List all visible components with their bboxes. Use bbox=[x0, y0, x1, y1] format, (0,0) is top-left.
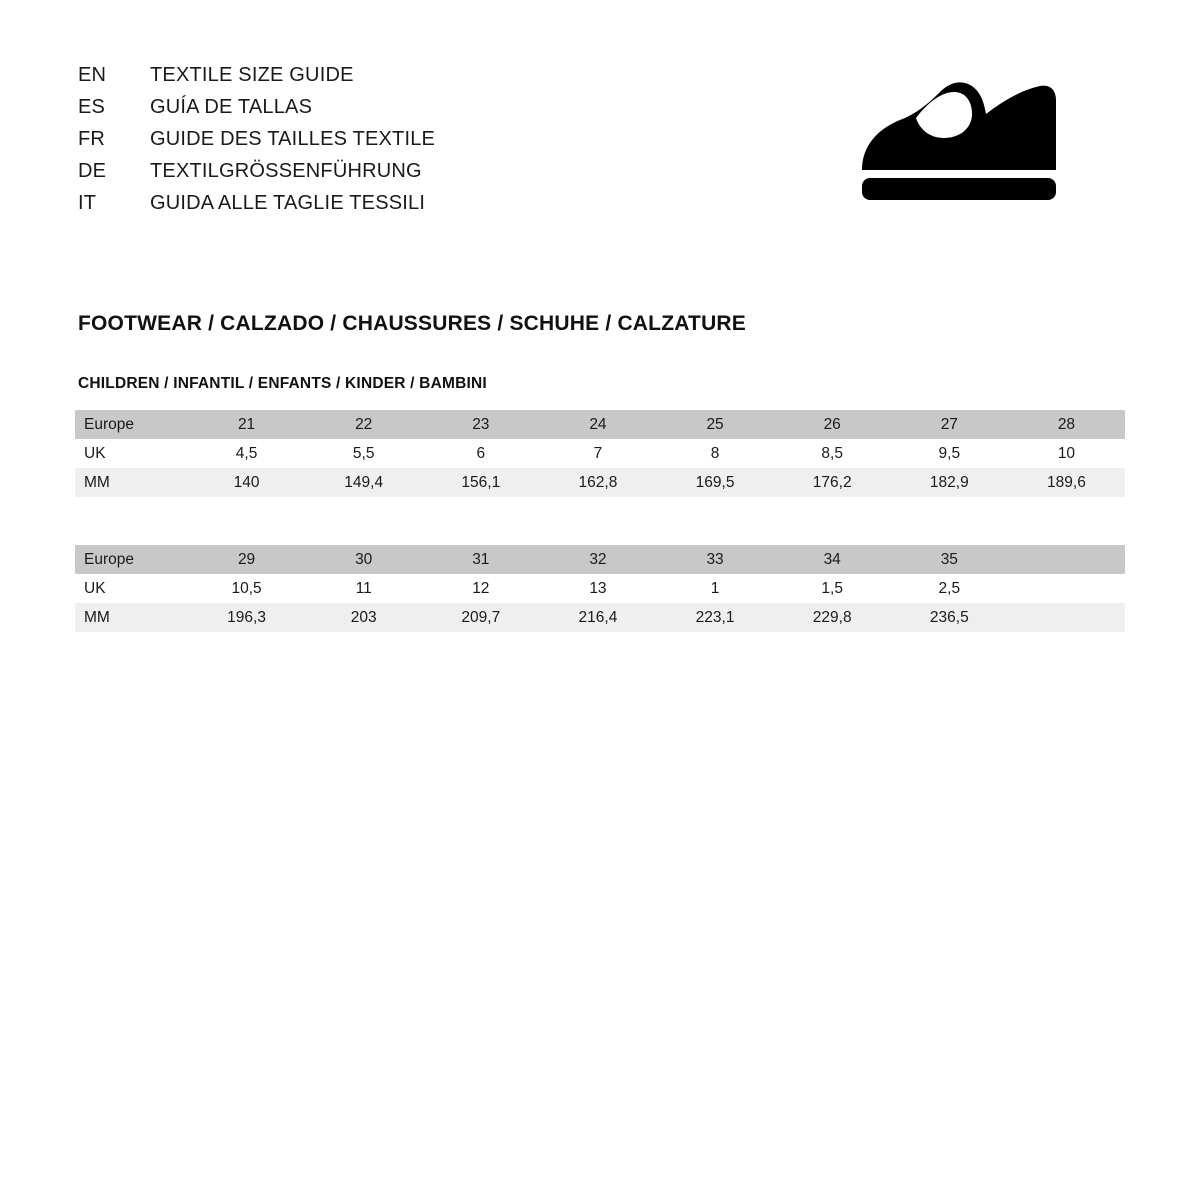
table-cell: 1,5 bbox=[774, 574, 891, 603]
table-cell: 189,6 bbox=[1008, 468, 1125, 497]
language-code: ES bbox=[78, 96, 106, 118]
row-label: UK bbox=[75, 439, 188, 468]
table-cell: 156,1 bbox=[422, 468, 539, 497]
table-cell: 6 bbox=[422, 439, 539, 468]
size-table-children-part-2 bbox=[75, 545, 1125, 632]
language-title: GUIDE DES TAILLES TEXTILE bbox=[150, 128, 436, 150]
language-title: TEXTILGRÖSSENFÜHRUNG bbox=[150, 160, 422, 182]
row-label: UK bbox=[75, 574, 188, 603]
page-title: FOOTWEAR / CALZADO / CHAUSSURES / SCHUHE / CALZATURE bbox=[78, 312, 747, 335]
table-row bbox=[75, 439, 1125, 468]
table-cell: 203 bbox=[305, 603, 422, 632]
language-row bbox=[78, 192, 435, 224]
table-cell: 25 bbox=[657, 410, 774, 439]
language-code: IT bbox=[78, 192, 97, 214]
table-cell: 29 bbox=[188, 545, 305, 574]
shoe-icon bbox=[854, 78, 1064, 213]
table-cell: 27 bbox=[891, 410, 1008, 439]
row-label: Europe bbox=[75, 545, 188, 574]
table-cell bbox=[1008, 545, 1125, 574]
table-cell: 209,7 bbox=[422, 603, 539, 632]
language-title-list bbox=[78, 64, 435, 224]
row-label: MM bbox=[75, 468, 188, 497]
language-code: EN bbox=[78, 64, 107, 86]
table-cell: 35 bbox=[891, 545, 1008, 574]
table-cell: 13 bbox=[539, 574, 656, 603]
row-label: Europe bbox=[75, 410, 188, 439]
table-row bbox=[75, 574, 1125, 603]
table-row bbox=[75, 603, 1125, 632]
table-cell: 236,5 bbox=[891, 603, 1008, 632]
language-row bbox=[78, 160, 435, 192]
table-cell: 196,3 bbox=[188, 603, 305, 632]
language-row bbox=[78, 64, 435, 96]
table-cell: 4,5 bbox=[188, 439, 305, 468]
table-cell: 28 bbox=[1008, 410, 1125, 439]
table-cell: 182,9 bbox=[891, 468, 1008, 497]
table-cell: 223,1 bbox=[657, 603, 774, 632]
table-cell: 31 bbox=[422, 545, 539, 574]
table-row bbox=[75, 410, 1125, 439]
header bbox=[78, 64, 1128, 224]
language-title: TEXTILE SIZE GUIDE bbox=[150, 64, 354, 86]
table-cell: 11 bbox=[305, 574, 422, 603]
table-cell bbox=[1008, 574, 1125, 603]
language-row bbox=[78, 96, 435, 128]
table-cell: 24 bbox=[539, 410, 656, 439]
language-title: GUÍA DE TALLAS bbox=[150, 96, 313, 118]
table-cell: 7 bbox=[539, 439, 656, 468]
table-cell: 32 bbox=[539, 545, 656, 574]
table-cell: 5,5 bbox=[305, 439, 422, 468]
language-row bbox=[78, 128, 435, 160]
table-row bbox=[75, 545, 1125, 574]
table-cell: 9,5 bbox=[891, 439, 1008, 468]
group-title: CHILDREN / INFANTIL / ENFANTS / KINDER / BAMBINI bbox=[78, 375, 487, 392]
table-cell: 21 bbox=[188, 410, 305, 439]
table-cell: 176,2 bbox=[774, 468, 891, 497]
table-cell: 140 bbox=[188, 468, 305, 497]
table-cell: 33 bbox=[657, 545, 774, 574]
table-cell: 8,5 bbox=[774, 439, 891, 468]
table-cell: 229,8 bbox=[774, 603, 891, 632]
table-cell: 149,4 bbox=[305, 468, 422, 497]
table-cell: 30 bbox=[305, 545, 422, 574]
language-title: GUIDA ALLE TAGLIE TESSILI bbox=[150, 192, 426, 214]
table-cell: 10,5 bbox=[188, 574, 305, 603]
row-label: MM bbox=[75, 603, 188, 632]
table-cell: 2,5 bbox=[891, 574, 1008, 603]
table-cell: 23 bbox=[422, 410, 539, 439]
table-cell: 162,8 bbox=[539, 468, 656, 497]
table-cell: 10 bbox=[1008, 439, 1125, 468]
table-cell: 169,5 bbox=[657, 468, 774, 497]
table-cell: 1 bbox=[657, 574, 774, 603]
table-cell: 26 bbox=[774, 410, 891, 439]
table-cell: 22 bbox=[305, 410, 422, 439]
language-code: DE bbox=[78, 160, 107, 182]
size-table-children-part-1 bbox=[75, 410, 1125, 497]
table-cell: 34 bbox=[774, 545, 891, 574]
language-code: FR bbox=[78, 128, 106, 150]
table-cell: 12 bbox=[422, 574, 539, 603]
table-cell: 216,4 bbox=[539, 603, 656, 632]
table-cell: 8 bbox=[657, 439, 774, 468]
table-row bbox=[75, 468, 1125, 497]
table-cell bbox=[1008, 603, 1125, 632]
